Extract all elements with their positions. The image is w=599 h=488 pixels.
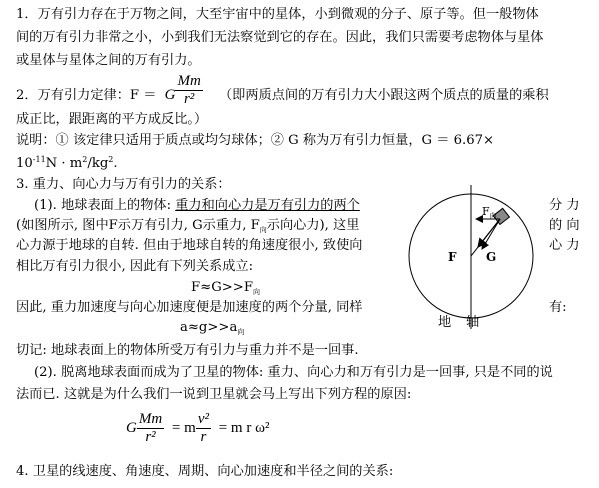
axis-label-2: 轴 [466,315,480,330]
note-exponent: -11 [32,155,46,164]
paragraph-1-line-2: 间的万有引力非常之小，小到我们无法察觉到它的存在。因此，我们只需要考虑物体与星体 [16,30,544,45]
gravitation-law-note: （即两质点间的万有引力大小跟这两个质点的质量的乘积 [219,88,549,103]
formula-fraction [175,74,202,107]
note-line-2 [16,156,118,170]
label-gravitation: F [448,250,457,264]
axis-label-1: 地 [438,315,452,330]
eq-equals-1: = m [171,420,196,436]
section-3-1-line-3: 心力源于地球的自转. 但由于地球自转的角速度很小, 致使向 [16,238,363,253]
note-exp-base: 10 [16,156,33,171]
relation-acceleration-text: a≈g>>a [180,320,238,335]
relation-force [191,281,260,296]
gravitation-law-line-2: 成正比，跟距离的平方成反比。） [16,112,208,127]
section-3-1-line-4: 相比万有引力很小, 因此有下列关系成立: [16,259,254,274]
gravitation-arrow [478,219,500,247]
section-3-1-prefix: (1). 地球表面上的物体: [34,198,176,213]
relation-force-sub: 向 [252,288,260,296]
section-3-1-right-6: 有: [549,300,567,315]
label-gravity: G [486,250,497,264]
note-unit-1: N · m [45,156,83,171]
section-3-1-right-1: 分 力 [549,198,580,213]
label-centripetal: $F_向$ [482,205,497,220]
section-3-1-line-2-b: 示向心力), 这里 [266,218,360,233]
eq-fraction-1-num: Mm [138,411,163,427]
gravitation-law-line [16,73,549,107]
note-unit-sup-2: 2 [108,155,114,164]
eq-fraction-1 [137,412,164,445]
earth-force-diagram [400,183,545,333]
note-unit-sup-1: 2 [82,155,88,164]
eq-constant-g: G [126,420,137,436]
formula-constant-g: G [164,87,176,103]
relation-acceleration [180,321,244,336]
eq-equals-2: = m r ω² [218,420,270,436]
eq-fraction-2-num: v² [197,411,209,427]
paragraph-1-line-3: 或星体与星体之间的万有引力。 [16,53,201,68]
note-line-1: 说明：① 该定律只适用于质点或均匀球体；② G 称为万有引力恒量，G ＝ 6.67× [16,133,495,148]
section-3-1-line-2-a: (如图所示, 图中F示万有引力, G示重力, F [16,218,260,233]
section-3-1-line-6: 因此, 重力加速度与向心加速度便是加速度的两个分量, 同样 [16,300,363,315]
section-3-2-line-2: 法而已. 这就是为什么我们一说到卫星就会马上写出下列方程的原因: [16,387,412,402]
section-3-1-underlined: 重力和向心力是万有引力的两个 [175,198,360,213]
section-4-title: 4. 卫星的线速度、角速度、周期、向心加速度和半径之间的关系: [16,464,394,479]
section-3-2-line-1: (2). 脱离地球表面而成为了卫星的物体: 重力、向心力和万有引力是一回事, 只是不同的说 [34,365,553,380]
eq-fraction-2-den: r [200,429,207,445]
gravity-arrow [482,219,500,249]
satellite-equation [126,412,269,445]
eq-fraction-2 [196,412,211,445]
relation-acceleration-sub: 向 [237,328,245,336]
eq-fraction-1-den: r² [145,429,156,445]
note-period: . [113,156,118,171]
section-3-1-line-2 [16,219,359,234]
section-3-title: 3. 重力、向心力与万有引力的关系： [16,177,231,192]
remember-note: 切记: 地球表面上的物体所受万有引力与重力并不是一回事. [16,343,359,358]
section-3-1-right-2: 的 向 [549,218,580,233]
relation-force-text: F≈G>>F [191,280,253,295]
section-3-1-right-3: 心 力 [549,238,580,253]
formula-numerator: Mm [177,73,201,89]
note-unit-2: /kg [87,156,109,171]
section-3-1-line-1 [34,199,360,212]
section-3-1-line-2-sub: 向 [259,226,267,234]
paragraph-1-line-1: 1．万有引力存在于万物之间，大至宇宙中的星体，小到微观的分子、原子等。但一般物体 [16,7,539,22]
formula-denominator: r² [183,91,195,107]
gravitation-law-lead: 2．万有引力定律：F ＝ [16,88,157,103]
